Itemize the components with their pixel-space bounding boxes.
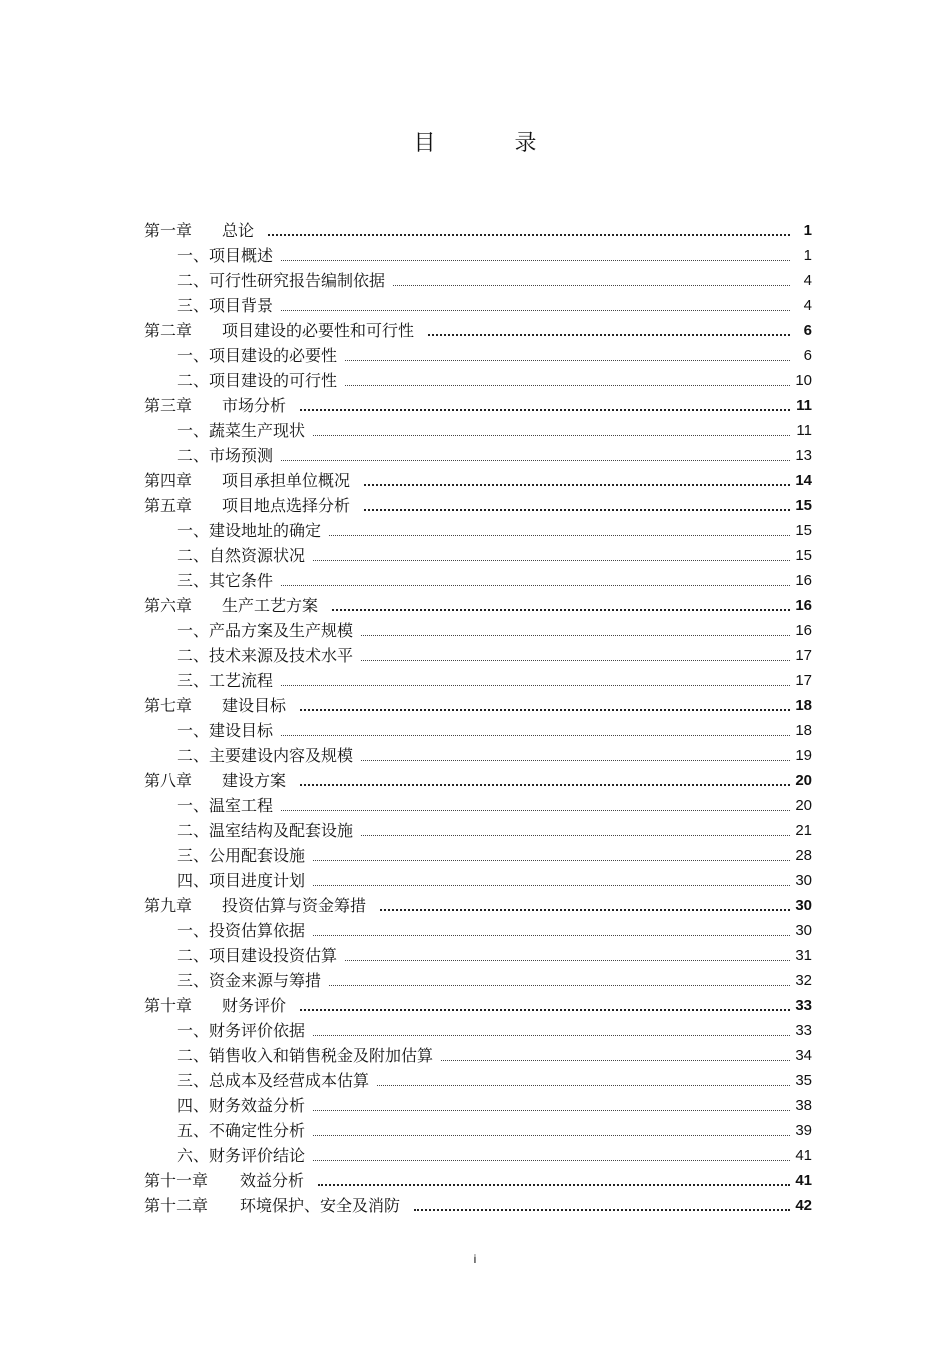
toc-section-entry[interactable]	[144, 341, 834, 366]
dot-leader	[300, 1009, 790, 1011]
toc-entry-page: 30	[795, 872, 812, 889]
toc-entry-title: 建设目标	[222, 696, 287, 715]
toc-section-entry[interactable]	[144, 841, 834, 866]
toc-entry-number: 一、	[177, 921, 210, 940]
toc-entry-number: 二、	[177, 946, 210, 965]
toc-section-entry[interactable]	[144, 616, 834, 641]
dot-leader	[313, 860, 790, 861]
dot-leader	[441, 1060, 790, 1061]
toc-section-entry[interactable]	[144, 916, 834, 941]
toc-entry-title: 市场分析	[222, 396, 287, 415]
toc-entry-number: 一、	[177, 1021, 210, 1040]
toc-entry-title: 投资估算依据	[209, 921, 306, 940]
toc-entry-title: 项目地点选择分析	[222, 496, 351, 515]
dot-leader	[313, 560, 790, 561]
toc-entry-number: 第八章	[144, 771, 193, 790]
toc-section-entry[interactable]	[144, 366, 834, 391]
toc-entry-page: 11	[796, 422, 812, 439]
toc-entry-title: 可行性研究报告编制依据	[209, 271, 386, 290]
dot-leader	[364, 484, 790, 486]
toc-entry-page: 39	[795, 1122, 812, 1139]
toc-entry-page: 41	[795, 1147, 812, 1164]
toc-section-entry[interactable]	[144, 966, 834, 991]
toc-entry-number: 一、	[177, 421, 210, 440]
toc-section-entry[interactable]	[144, 416, 834, 441]
toc-entry-page: 17	[795, 672, 812, 689]
toc-entry-page: 11	[796, 397, 812, 414]
toc-chapter-entry[interactable]	[144, 491, 834, 516]
toc-entry-number: 三、	[177, 296, 210, 315]
toc-entry-page: 31	[795, 947, 812, 964]
toc-section-entry[interactable]	[144, 516, 834, 541]
toc-entry-page: 14	[795, 472, 812, 489]
toc-section-entry[interactable]	[144, 1116, 834, 1141]
toc-chapter-entry[interactable]	[144, 216, 834, 241]
toc-entry-page: 30	[795, 922, 812, 939]
toc-section-entry[interactable]	[144, 791, 834, 816]
dot-leader	[313, 1035, 790, 1036]
dot-leader	[361, 760, 790, 761]
toc-entry-page: 10	[795, 372, 812, 389]
toc-section-entry[interactable]	[144, 716, 834, 741]
toc-section-entry[interactable]	[144, 266, 834, 291]
toc-entry-title: 环境保护、安全及消防	[240, 1196, 401, 1215]
toc-section-entry[interactable]	[144, 641, 834, 666]
toc-entry-number: 三、	[177, 571, 210, 590]
toc-entry-number: 三、	[177, 971, 210, 990]
toc-section-entry[interactable]	[144, 1091, 834, 1116]
toc-entry-page: 18	[795, 722, 812, 739]
dot-leader	[329, 535, 790, 536]
dot-leader	[300, 409, 790, 411]
toc-entry-number: 第一章	[144, 221, 193, 240]
dot-leader	[332, 609, 790, 611]
toc-entry-title: 销售收入和销售税金及附加估算	[209, 1046, 434, 1065]
toc-entry-number: 一、	[177, 796, 210, 815]
dot-leader	[345, 960, 790, 961]
toc-entry-number: 第十章	[144, 996, 193, 1015]
toc-entry-title: 项目进度计划	[209, 871, 306, 890]
toc-entry-page: 16	[795, 622, 812, 639]
dot-leader	[414, 1209, 790, 1211]
toc-entry-title: 财务评价结论	[209, 1146, 306, 1165]
toc-section-entry[interactable]	[144, 1041, 834, 1066]
dot-leader	[281, 310, 790, 311]
dot-leader	[380, 909, 790, 911]
toc-entry-page: 15	[795, 547, 812, 564]
toc-entry-page: 33	[795, 997, 812, 1014]
dot-leader	[313, 885, 790, 886]
toc-section-entry[interactable]	[144, 666, 834, 691]
toc-entry-page: 20	[795, 772, 812, 789]
dot-leader	[281, 260, 790, 261]
table-of-contents	[144, 216, 834, 1216]
toc-entry-title: 不确定性分析	[209, 1121, 306, 1140]
dot-leader	[281, 810, 790, 811]
toc-chapter-entry[interactable]	[144, 391, 834, 416]
toc-entry-title: 项目背景	[209, 296, 274, 315]
toc-chapter-entry[interactable]	[144, 691, 834, 716]
toc-entry-number: 第十一章	[144, 1171, 209, 1190]
toc-chapter-entry[interactable]	[144, 891, 834, 916]
toc-section-entry[interactable]	[144, 566, 834, 591]
toc-entry-title: 项目建设投资估算	[209, 946, 338, 965]
toc-entry-page: 30	[795, 897, 812, 914]
toc-entry-number: 二、	[177, 371, 210, 390]
toc-entry-page: 6	[803, 347, 812, 364]
dot-leader	[313, 1135, 790, 1136]
toc-entry-page: 13	[795, 447, 812, 464]
dot-leader	[364, 509, 790, 511]
toc-entry-title: 建设方案	[222, 771, 287, 790]
toc-section-entry[interactable]	[144, 741, 834, 766]
toc-entry-number: 第七章	[144, 696, 193, 715]
toc-entry-page: 34	[795, 1047, 812, 1064]
toc-chapter-entry[interactable]	[144, 591, 834, 616]
toc-entry-page: 20	[795, 797, 812, 814]
toc-entry-page: 28	[795, 847, 812, 864]
toc-chapter-entry[interactable]	[144, 316, 834, 341]
dot-leader	[281, 685, 790, 686]
toc-entry-number: 二、	[177, 446, 210, 465]
dot-leader	[300, 709, 790, 711]
toc-entry-number: 一、	[177, 246, 210, 265]
toc-entry-title: 生产工艺方案	[222, 596, 319, 615]
dot-leader	[281, 460, 790, 461]
dot-leader	[313, 435, 790, 436]
toc-entry-title: 总成本及经营成本估算	[209, 1071, 370, 1090]
dot-leader	[300, 784, 790, 786]
toc-entry-title: 财务评价	[222, 996, 287, 1015]
dot-leader	[361, 635, 790, 636]
toc-section-entry[interactable]	[144, 241, 834, 266]
toc-entry-number: 一、	[177, 346, 210, 365]
toc-section-entry[interactable]	[144, 941, 834, 966]
toc-entry-number: 一、	[177, 521, 210, 540]
dot-leader	[361, 835, 790, 836]
toc-entry-page: 15	[795, 497, 812, 514]
toc-entry-page: 17	[795, 647, 812, 664]
page-title: 目 录	[413, 131, 573, 156]
toc-entry-title: 公用配套设施	[209, 846, 306, 865]
toc-entry-title: 项目概述	[209, 246, 274, 265]
toc-entry-page: 41	[795, 1172, 812, 1189]
toc-entry-title: 技术来源及技术水平	[209, 646, 354, 665]
toc-entry-number: 二、	[177, 746, 210, 765]
toc-section-entry[interactable]	[144, 441, 834, 466]
dot-leader	[313, 1160, 790, 1161]
toc-section-entry[interactable]	[144, 291, 834, 316]
toc-section-entry[interactable]	[144, 1141, 834, 1166]
toc-entry-page: 35	[795, 1072, 812, 1089]
toc-entry-number: 第二章	[144, 321, 193, 340]
dot-leader	[393, 285, 790, 286]
toc-entry-number: 第四章	[144, 471, 193, 490]
toc-entry-page: 21	[795, 822, 812, 839]
toc-entry-number: 一、	[177, 721, 210, 740]
toc-section-entry[interactable]	[144, 866, 834, 891]
dot-leader	[377, 1085, 790, 1086]
dot-leader	[345, 360, 790, 361]
toc-entry-page: 19	[795, 747, 812, 764]
dot-leader	[313, 935, 790, 936]
toc-entry-title: 蔬菜生产现状	[209, 421, 306, 440]
toc-entry-page: 16	[795, 597, 812, 614]
toc-entry-page: 38	[795, 1097, 812, 1114]
toc-entry-page: 16	[795, 572, 812, 589]
toc-entry-title: 效益分析	[240, 1171, 305, 1190]
toc-entry-number: 第九章	[144, 896, 193, 915]
toc-entry-title: 温室工程	[209, 796, 274, 815]
toc-entry-number: 二、	[177, 546, 210, 565]
toc-entry-title: 财务评价依据	[209, 1021, 306, 1040]
toc-entry-number: 三、	[177, 1071, 210, 1090]
toc-entry-number: 二、	[177, 271, 210, 290]
toc-entry-page: 42	[795, 1197, 812, 1214]
toc-entry-title: 市场预测	[209, 446, 274, 465]
toc-entry-number: 二、	[177, 646, 210, 665]
toc-entry-title: 资金来源与筹措	[209, 971, 322, 990]
toc-entry-title: 建设地址的确定	[209, 521, 322, 540]
toc-entry-title: 建设目标	[209, 721, 274, 740]
dot-leader	[281, 585, 790, 586]
dot-leader	[345, 385, 790, 386]
dot-leader	[313, 1110, 790, 1111]
toc-entry-title: 项目建设的必要性	[209, 346, 338, 365]
toc-entry-title: 项目建设的必要性和可行性	[222, 321, 415, 340]
dot-leader	[361, 660, 790, 661]
toc-chapter-entry[interactable]	[144, 1166, 834, 1191]
toc-entry-page: 1	[803, 247, 812, 264]
toc-section-entry[interactable]	[144, 541, 834, 566]
toc-section-entry[interactable]	[144, 816, 834, 841]
toc-entry-number: 第六章	[144, 596, 193, 615]
toc-section-entry[interactable]	[144, 1016, 834, 1041]
toc-entry-title: 总论	[222, 221, 255, 240]
toc-entry-title: 项目建设的可行性	[209, 371, 338, 390]
toc-entry-number: 三、	[177, 671, 210, 690]
toc-entry-page: 4	[803, 297, 812, 314]
dot-leader	[268, 234, 790, 236]
toc-chapter-entry[interactable]	[144, 991, 834, 1016]
toc-entry-number: 第五章	[144, 496, 193, 515]
toc-entry-page: 1	[803, 222, 812, 239]
toc-entry-number: 二、	[177, 1046, 210, 1065]
dot-leader	[281, 735, 790, 736]
toc-entry-page: 32	[795, 972, 812, 989]
toc-chapter-entry[interactable]	[144, 766, 834, 791]
toc-entry-number: 第三章	[144, 396, 193, 415]
toc-entry-title: 投资估算与资金筹措	[222, 896, 367, 915]
toc-entry-title: 自然资源状况	[209, 546, 306, 565]
toc-entry-title: 温室结构及配套设施	[209, 821, 354, 840]
toc-entry-number: 四、	[177, 1096, 210, 1115]
toc-entry-number: 二、	[177, 821, 210, 840]
toc-entry-page: 6	[803, 322, 812, 339]
dot-leader	[329, 985, 790, 986]
toc-entry-title: 工艺流程	[209, 671, 274, 690]
page-number-footer: i	[473, 1252, 477, 1266]
toc-entry-number: 第十二章	[144, 1196, 209, 1215]
toc-chapter-entry[interactable]	[144, 1191, 834, 1216]
toc-entry-page: 4	[803, 272, 812, 289]
toc-section-entry[interactable]	[144, 1066, 834, 1091]
toc-entry-title: 其它条件	[209, 571, 274, 590]
toc-entry-page: 33	[795, 1022, 812, 1039]
dot-leader	[428, 334, 790, 336]
toc-entry-page: 15	[795, 522, 812, 539]
toc-entry-number: 一、	[177, 621, 210, 640]
toc-entry-title: 财务效益分析	[209, 1096, 306, 1115]
toc-entry-number: 六、	[177, 1146, 210, 1165]
dot-leader	[318, 1184, 790, 1186]
toc-entry-number: 三、	[177, 846, 210, 865]
toc-entry-title: 项目承担单位概况	[222, 471, 351, 490]
toc-entry-title: 主要建设内容及规模	[209, 746, 354, 765]
toc-entry-number: 五、	[177, 1121, 210, 1140]
toc-entry-page: 18	[795, 697, 812, 714]
toc-entry-title: 产品方案及生产规模	[209, 621, 354, 640]
toc-entry-number: 四、	[177, 871, 210, 890]
toc-chapter-entry[interactable]	[144, 466, 834, 491]
